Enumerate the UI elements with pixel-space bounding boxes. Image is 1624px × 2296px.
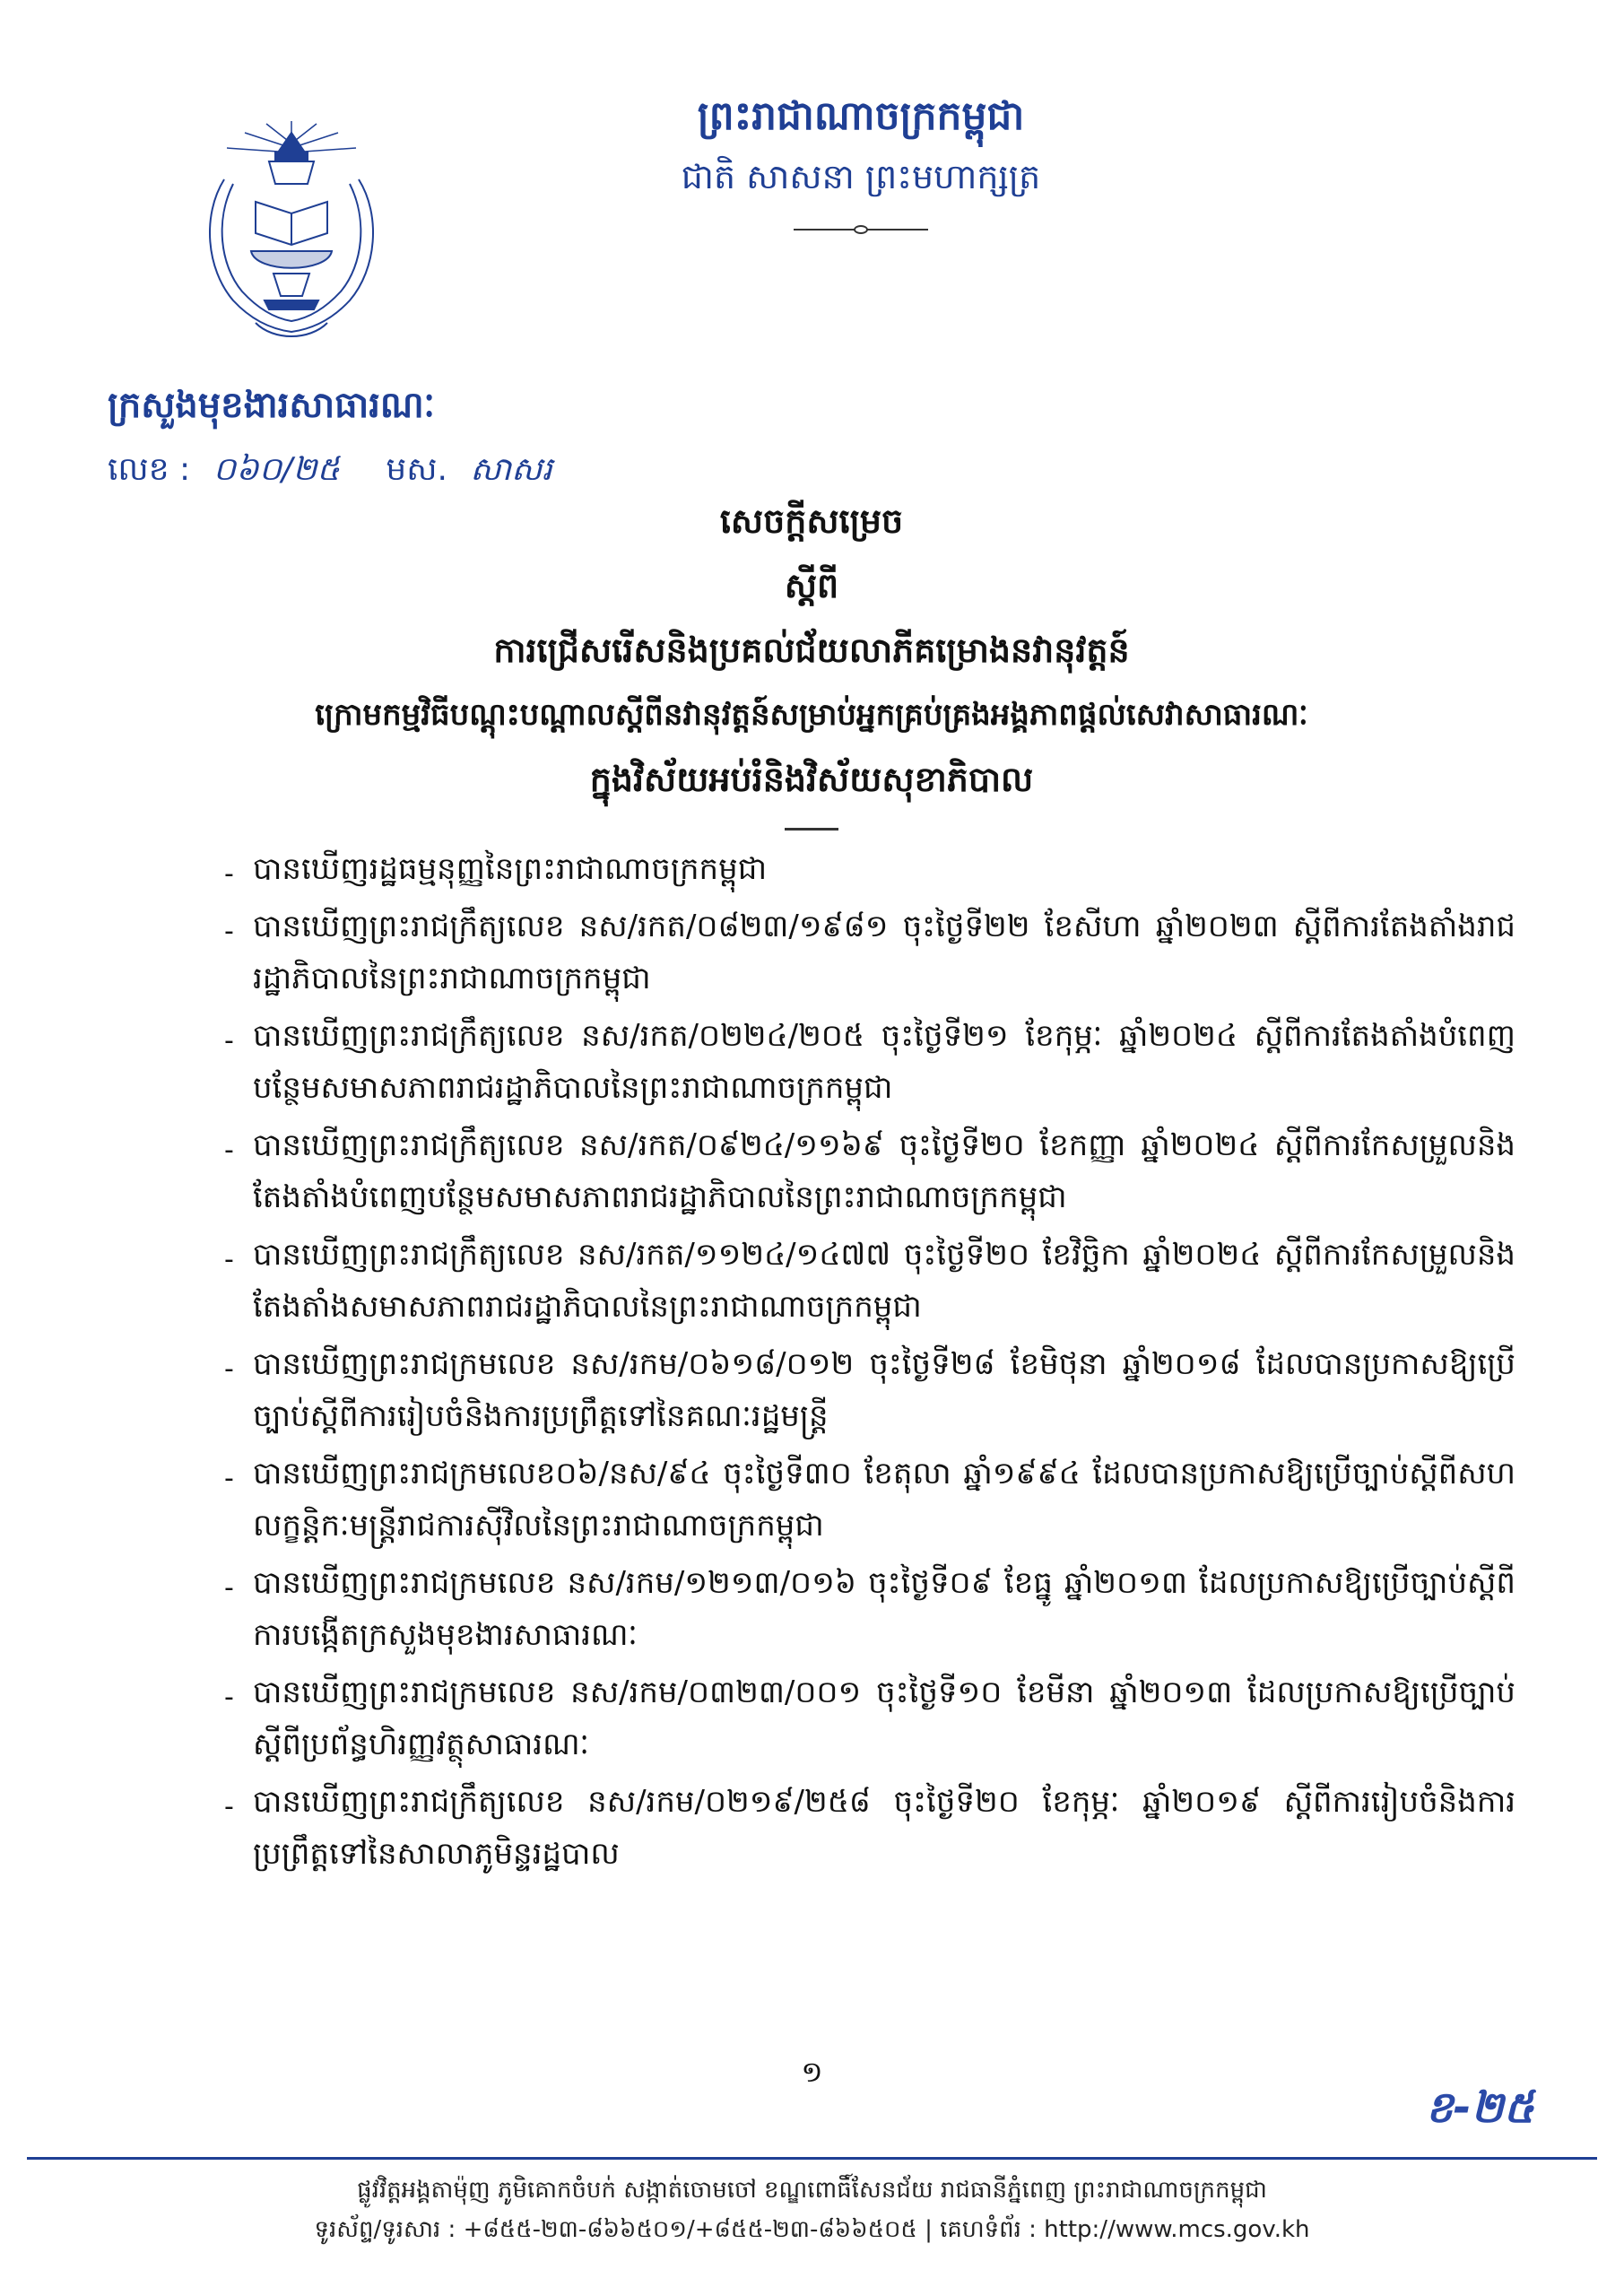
- recital-text: បានឃើញព្រះរាជក្រឹត្យលេខ នស/រកត/១១២៤/១៤៧៧ ចុះថ្ងៃទី២០ ខែវិច្ឆិកា ឆ្នាំ២០២៤ ស្តីពីការកែសម្រួលនិងតែងតាំងសមាសភាពរាជរដ្ឋាភិបាលនៃព្រះរាជាណាចក្រកម្ពុជា: [253, 1237, 1515, 1325]
- decision-subject-line-3: ក្នុងវិស័យអប់រំនិងវិស័យសុខាភិបាល: [589, 759, 1034, 799]
- recital-item: [224, 843, 1515, 895]
- recital-item: [224, 1010, 1515, 1114]
- recital-text: បានឃើញព្រះរាជក្រមលេខ០៦/នស/៩៤ ចុះថ្ងៃទី៣០ ខែតុលា ឆ្នាំ១៩៩៤ ដែលបានប្រកាសឱ្យប្រើច្បាប់ស្តីពីសហលក្ខន្តិកៈមន្ត្រីរាជការស៊ីវិលនៃព្រះរាជាណាចក្រកម្ពុជា: [253, 1456, 1515, 1544]
- footer-rule: [27, 2157, 1597, 2160]
- bullet: -: [224, 916, 234, 947]
- ornamental-divider: [794, 225, 928, 234]
- kingdom-motto: ជាតិ សាសនា ព្រះមហាក្សត្រ: [681, 157, 1041, 196]
- page-number: ១: [801, 2055, 823, 2089]
- recital-item: [224, 1557, 1515, 1661]
- recital-text: បានឃើញព្រះរាជក្រមលេខ នស/រកម/១២១៣/០១៦ ចុះថ្ងៃទី០៩ ខែធ្នូ ឆ្នាំ២០១៣ ដែលប្រកាសឱ្យប្រើច្បាប់ស្តីពីការបង្កើតក្រសួងមុខងារសាធារណៈ: [253, 1565, 1515, 1653]
- recital-item: [224, 900, 1515, 1004]
- recital-text: បានឃើញព្រះរាជក្រឹត្យលេខ នស/រកម/០២១៩/២៥៨ ចុះថ្ងៃទី២០ ខែកុម្ភៈ ឆ្នាំ២០១៩ ស្តីពីការរៀបចំនិងការប្រព្រឹត្តទៅនៃសាលាភូមិន្ទរដ្ឋបាល: [253, 1784, 1515, 1872]
- recital-text: បានឃើញរដ្ឋធម្មនុញ្ញនៃព្រះរាជាណាចក្រកម្ពុជា: [253, 851, 768, 887]
- royal-emblem-icon: [193, 117, 390, 359]
- initials-mark: ខ-២៥: [1426, 2083, 1534, 2133]
- bullet: -: [224, 1463, 234, 1494]
- decision-about: ស្តីពី: [784, 565, 839, 605]
- recital-item: [224, 1119, 1515, 1223]
- recital-item: [224, 1229, 1515, 1333]
- decision-subject-line-1: ការជ្រើសរើសនិងប្រគល់ជ័យលាភីគម្រោងនវានុវត្តន៍: [493, 630, 1130, 670]
- footer-address: ផ្លូវវិត្តអង្គតាម៉ុញ ភូមិគោកចំបក់ សង្កាត់ចោមចៅ ខណ្ឌពោធិ៍សែនជ័យ រាជធានីភ្នំពេញ ព្រះរាជាណាចក្រកម្ពុជា: [357, 2177, 1267, 2204]
- recital-text: បានឃើញព្រះរាជក្រឹត្យលេខ នស/រកត/០៨២៣/១៩៨១ ចុះថ្ងៃទី២២ ខែសីហា ឆ្នាំ២០២៣ ស្តីពីការតែងតាំងរាជរដ្ឋាភិបាលនៃព្រះរាជាណាចក្រកម្ពុជា: [253, 909, 1515, 996]
- bullet: -: [224, 1353, 234, 1385]
- ministry-name: ក្រសួងមុខងារសាធារណៈ: [108, 384, 435, 426]
- title-divider: [785, 828, 838, 831]
- decision-title: សេចក្តីសម្រេច: [719, 500, 904, 541]
- recital-item: [224, 1666, 1515, 1770]
- kingdom-title: ព្រះរាជាណាចក្រកម្ពុជា: [697, 93, 1025, 139]
- bullet: -: [224, 1244, 234, 1275]
- bullet: -: [224, 1135, 234, 1166]
- reference-suffix: មស.: [386, 451, 447, 488]
- recital-list: [224, 843, 1515, 1885]
- recital-text: បានឃើញព្រះរាជក្រមលេខ នស/រកម/០៦១៨/០១២ ចុះថ្ងៃទី២៨ ខែមិថុនា ឆ្នាំ២០១៨ ដែលបានប្រកាសឱ្យប្រើច្បាប់ស្តីពីការរៀបចំនិងការប្រព្រឹត្តទៅនៃគណៈរដ្ឋមន្ត្រី: [253, 1346, 1515, 1434]
- bullet: -: [224, 858, 234, 890]
- ministry-block: [108, 377, 552, 497]
- decision-title-block: [99, 489, 1524, 831]
- bullet: -: [224, 1572, 234, 1604]
- decision-subject-line-2: ក្រោមកម្មវិធីបណ្តុះបណ្តាលស្តីពីនវានុវត្តន៍សម្រាប់អ្នកគ្រប់គ្រងអង្គភាពផ្តល់សេវាសាធារណៈ: [315, 697, 1308, 733]
- reference-handwritten: សាសរ: [470, 451, 552, 488]
- recital-text: បានឃើញព្រះរាជក្រមលេខ នស/រកម/០៣២៣/០០១ ចុះថ្ងៃទី១០ ខែមីនា ឆ្នាំ២០១៣ ដែលប្រកាសឱ្យប្រើច្បាប់ស្តីពីប្រព័ន្ធហិរញ្ញវត្ថុសាធារណៈ: [253, 1674, 1515, 1762]
- recital-text: បានឃើញព្រះរាជក្រឹត្យលេខ នស/រកត/០៩២៤/១១៦៩ ចុះថ្ងៃទី២០ ខែកញ្ញា ឆ្នាំ២០២៤ ស្តីពីការកែសម្រួលនិងតែងតាំងបំពេញបន្ថែមសមាសភាពរាជរដ្ឋាភិបាលនៃព្រះរាជាណាចក្រកម្ពុជា: [253, 1127, 1515, 1215]
- recital-item: [224, 1448, 1515, 1552]
- reference-value: ០៦០/២៥: [213, 451, 340, 488]
- recital-text: បានឃើញព្រះរាជក្រឹត្យលេខ នស/រកត/០២២៤/២០៥ ចុះថ្ងៃទី២១ ខែកុម្ភៈ ឆ្នាំ២០២៤ ស្តីពីការតែងតាំងបំពេញបន្ថែមសមាសភាពរាជរដ្ឋាភិបាលនៃព្រះរាជាណាចក្រកម្ពុជា: [253, 1018, 1515, 1106]
- recital-item: [224, 1776, 1515, 1880]
- kingdom-header: [538, 85, 1184, 234]
- bullet: -: [224, 1682, 234, 1713]
- bullet: -: [224, 1025, 234, 1057]
- bullet: -: [224, 1791, 234, 1822]
- recital-item: [224, 1338, 1515, 1442]
- footer-contact: ទូរស័ព្ទ/ទូរសារ : +៨៥៥-២៣-៨៦៦៥០១/+៨៥៥-២៣-៨៦៦៥០៥ | គេហទំព័រ : http://www.mcs.gov.kh: [314, 2216, 1310, 2243]
- footer: [0, 2170, 1624, 2249]
- reference-label: លេខ :: [108, 451, 191, 488]
